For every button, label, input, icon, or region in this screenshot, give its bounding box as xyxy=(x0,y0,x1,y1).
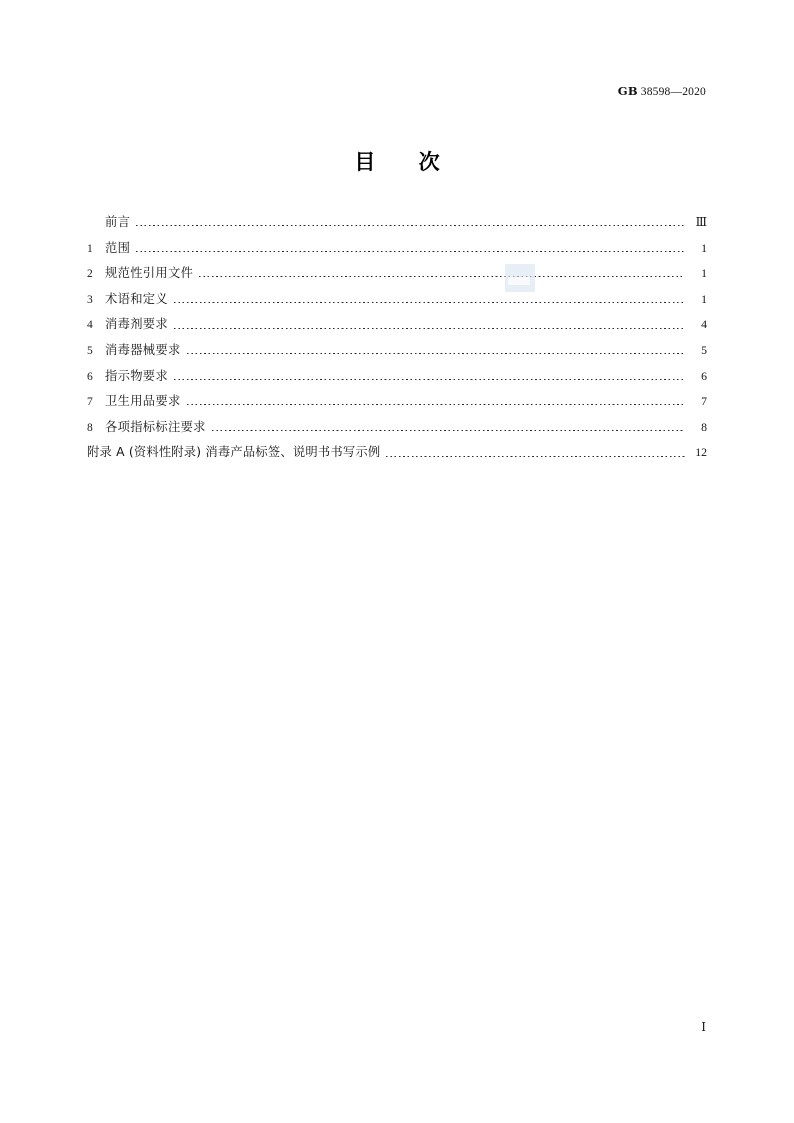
toc-entry-label: 前言 xyxy=(105,215,131,229)
toc-entry-page: 1 xyxy=(701,240,707,255)
toc-entry-number: 1 xyxy=(87,242,93,255)
toc-dot-leader xyxy=(187,353,685,354)
toc-entry-number: 5 xyxy=(87,344,93,357)
toc-entry-number: 6 xyxy=(87,370,93,383)
toc-entry-label: 范围 xyxy=(105,240,131,255)
toc-entry-label: 各项指标标注要求 xyxy=(105,419,206,434)
toc-entry-page: Ⅲ xyxy=(695,215,707,229)
toc-dot-leader xyxy=(212,430,685,431)
toc-entry-page: 1 xyxy=(701,266,707,281)
toc-entry-label: 指示物要求 xyxy=(105,368,168,383)
toc-entry-label: 卫生用品要求 xyxy=(105,394,181,409)
toc-entry-page: 8 xyxy=(701,419,707,434)
toc-dot-leader xyxy=(174,379,685,380)
toc-entry-sanitary-product-requirements[interactable] xyxy=(87,389,707,415)
page-title: 目 次 xyxy=(354,150,458,174)
toc-dot-leader xyxy=(174,328,685,329)
toc-entry-number: 2 xyxy=(87,268,93,281)
toc-entry-appendix-a[interactable] xyxy=(87,440,707,466)
toc-entry-disinfection-equipment-requirements[interactable] xyxy=(87,338,707,364)
toc-entry-number: 7 xyxy=(87,396,93,409)
toc-entry-label: 规范性引用文件 xyxy=(105,266,194,281)
toc-entry-normative-references[interactable] xyxy=(87,261,707,287)
standard-number: 38598—2020 xyxy=(640,86,706,98)
toc-dot-leader xyxy=(136,251,685,252)
standard-prefix: GB xyxy=(617,84,638,98)
toc-dot-leader xyxy=(187,404,685,405)
toc-entry-page: 12 xyxy=(695,445,707,460)
toc-entry-label: 消毒剂要求 xyxy=(105,317,168,332)
toc-entry-page: 7 xyxy=(701,394,707,409)
toc-entry-number: 8 xyxy=(87,421,93,434)
toc-entry-disinfectant-requirements[interactable] xyxy=(87,312,707,338)
toc-dot-leader xyxy=(386,456,685,457)
toc-entry-foreword[interactable] xyxy=(87,210,707,236)
toc-entry-label: 消毒器械要求 xyxy=(105,342,181,357)
table-of-contents xyxy=(87,210,707,466)
toc-entry-page: 4 xyxy=(701,317,707,332)
toc-dot-leader xyxy=(199,276,685,277)
toc-dot-leader xyxy=(174,302,685,303)
toc-entry-scope[interactable] xyxy=(87,236,707,262)
toc-entry-page: 5 xyxy=(701,342,707,357)
toc-dot-leader xyxy=(136,225,685,226)
toc-entry-label: 附录 A (资料性附录) 消毒产品标签、说明书书写示例 xyxy=(87,445,381,460)
toc-entry-index-labeling-requirements[interactable] xyxy=(87,415,707,441)
toc-entry-indicator-requirements[interactable] xyxy=(87,364,707,390)
toc-entry-number: 3 xyxy=(87,293,93,306)
toc-entry-page: 6 xyxy=(701,368,707,383)
toc-entry-terms-and-definitions[interactable] xyxy=(87,287,707,313)
toc-entry-number: 4 xyxy=(87,319,93,332)
running-header xyxy=(618,84,706,98)
page-folio: Ⅰ xyxy=(701,1020,706,1034)
toc-entry-page: 1 xyxy=(701,291,707,306)
toc-entry-label: 术语和定义 xyxy=(105,291,168,306)
